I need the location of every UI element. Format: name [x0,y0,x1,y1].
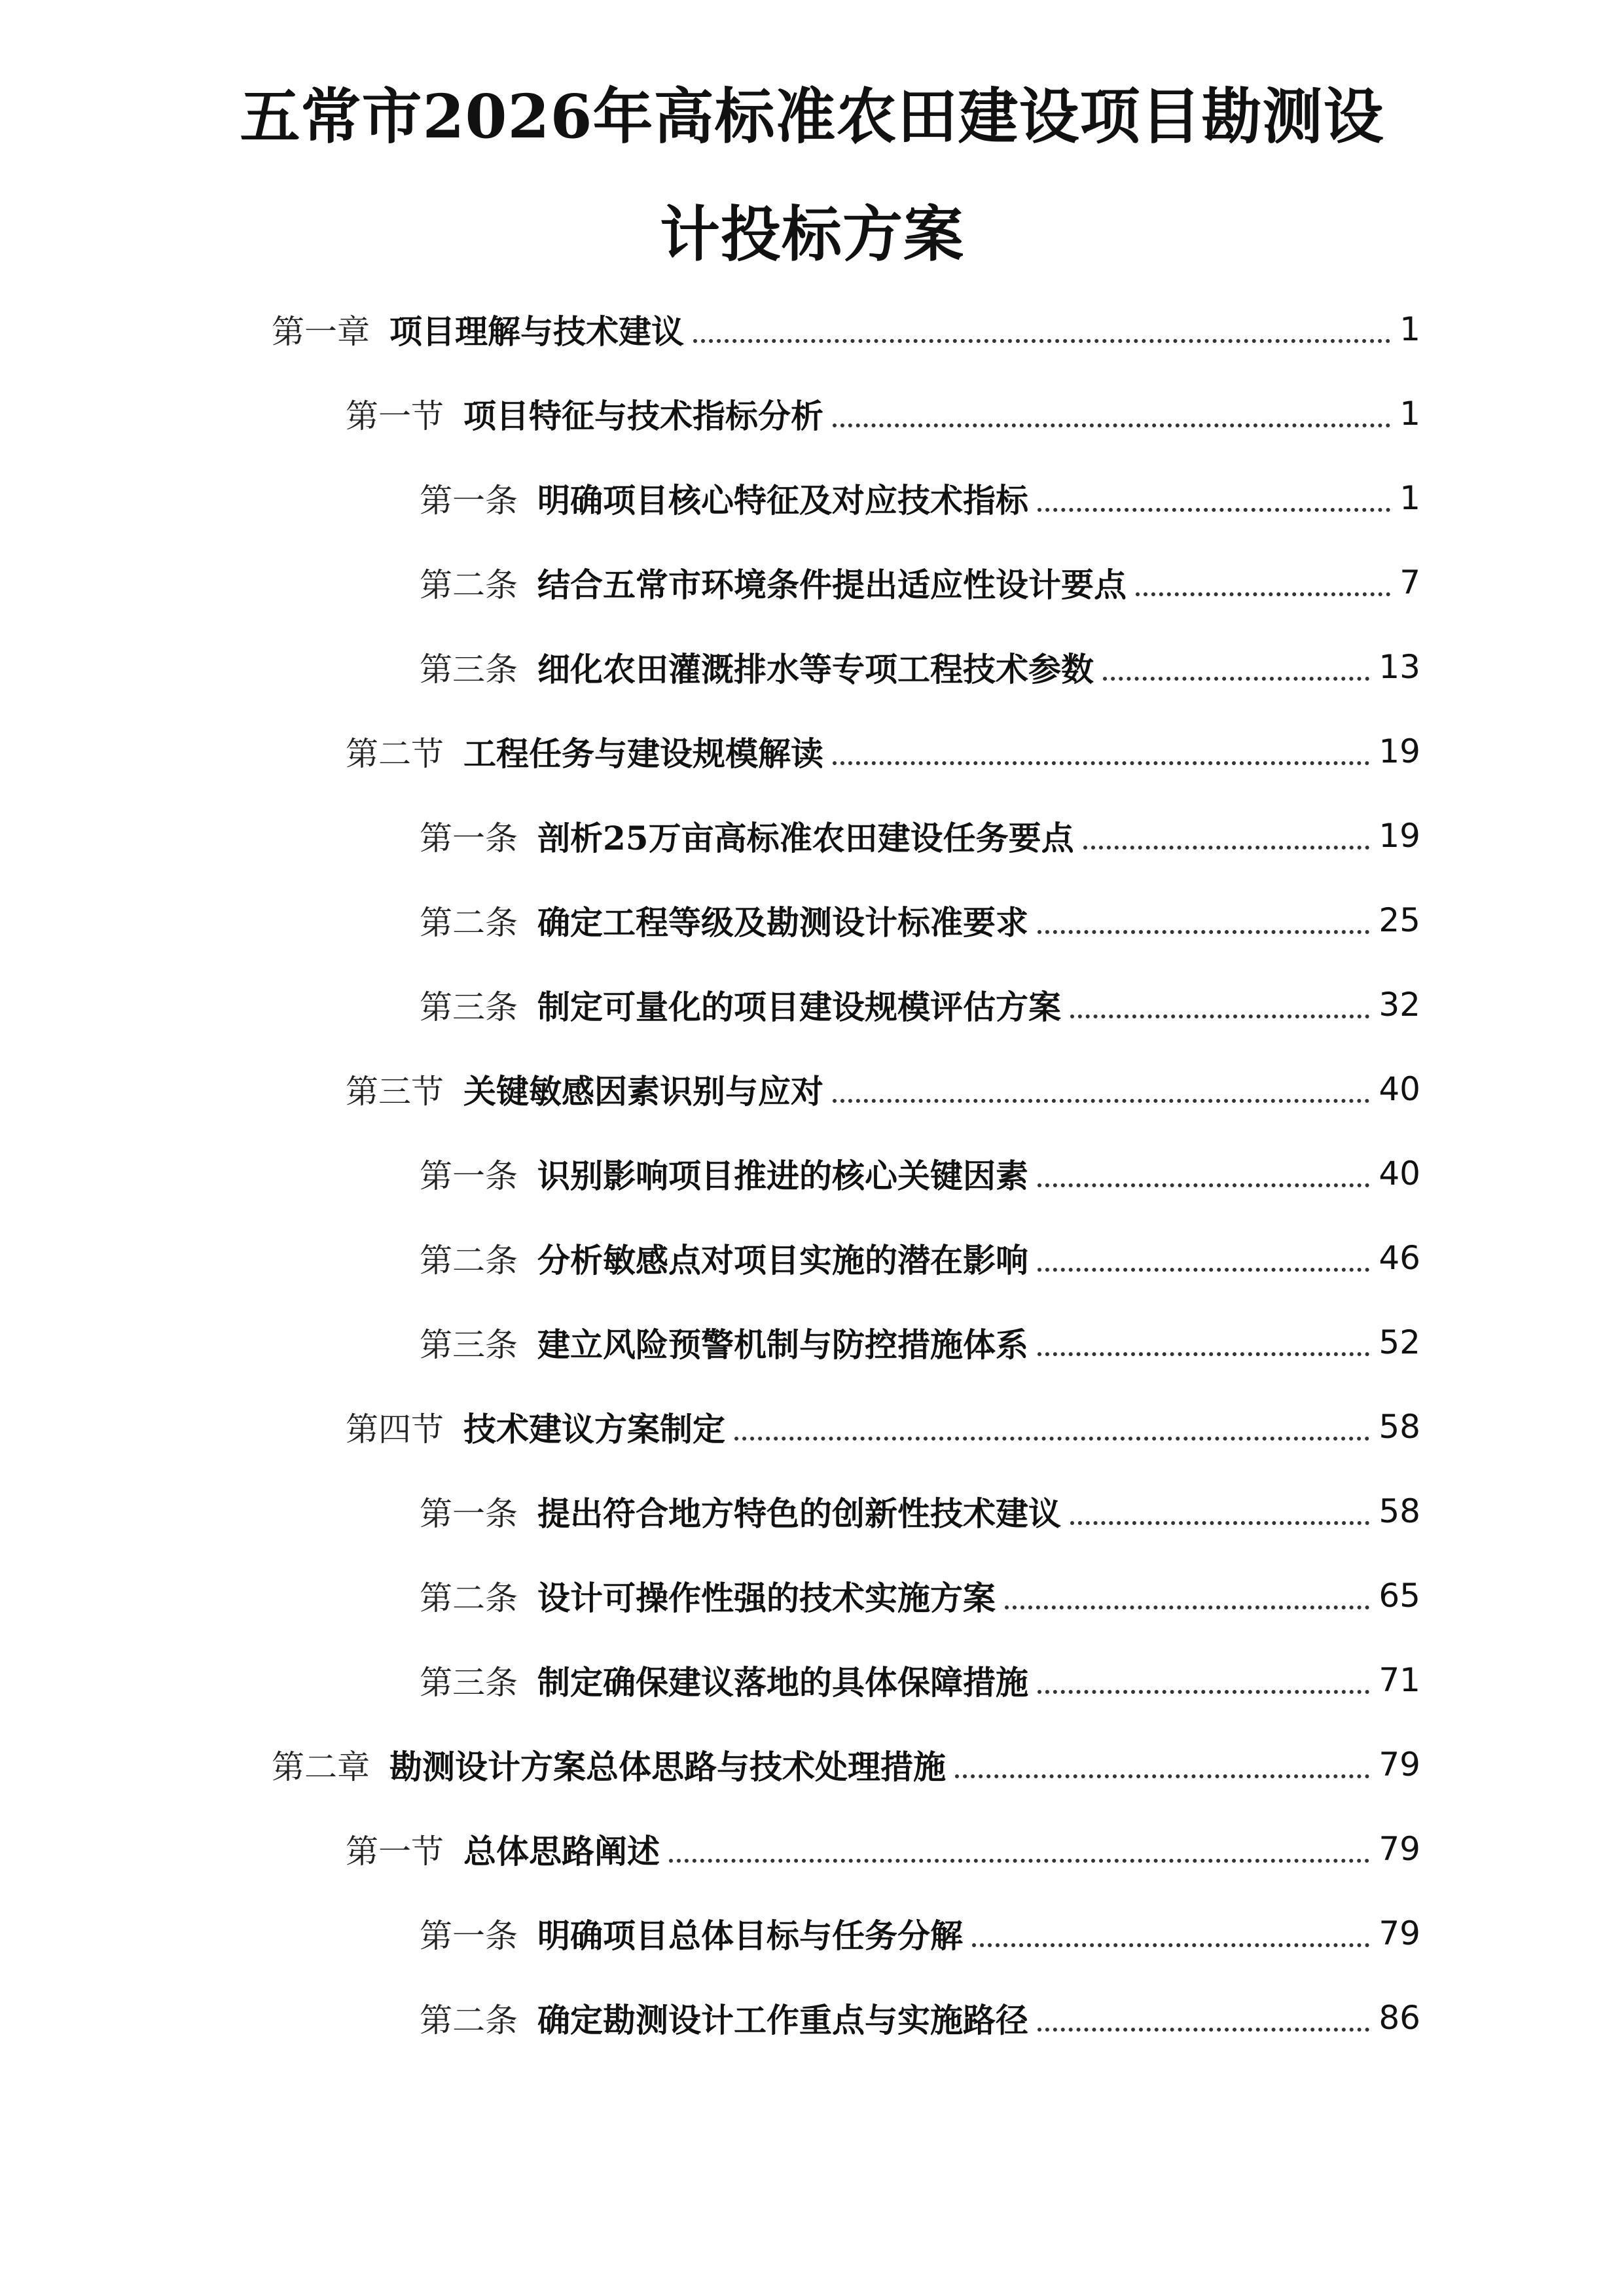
toc-entry-section[interactable] [346,1818,1420,1880]
toc-page-number: 79 [1379,1914,1420,1952]
toc-entry-text: 关键敏感因素识别与应对 [463,1072,823,1111]
toc-page-number: 46 [1379,1239,1420,1277]
toc-page-number: 79 [1379,1830,1420,1868]
toc-entry-article[interactable] [420,551,1420,614]
toc-entry-label: 第二条 [420,1579,518,1617]
toc-entry-text: 勘测设计方案总体思路与技术处理措施 [389,1748,946,1786]
toc-entry-label: 第二条 [420,1242,518,1280]
toc-page-number: 40 [1379,1155,1420,1193]
toc-entry-label: 第二条 [420,904,518,942]
toc-page-number: 25 [1379,901,1420,939]
toc-page-number: 40 [1379,1070,1420,1108]
toc-entry-text: 结合五常市环境条件提出适应性设计要点 [537,565,1127,604]
toc-entry-section[interactable] [346,1058,1420,1121]
toc-entry-section[interactable] [346,720,1420,783]
toc-entry-label: 第一条 [420,482,518,520]
toc-entry-label: 第一条 [420,819,518,857]
toc-entry-label: 第三条 [420,1664,518,1702]
toc-dot-leader [1038,2028,1369,2032]
toc-dot-leader [1038,1268,1369,1272]
toc-entry-text: 识别影响项目推进的核心关键因素 [537,1157,1028,1195]
toc-dot-leader [1038,930,1369,934]
toc-entry-label: 第三节 [346,1073,444,1111]
toc-entry-text: 总体思路阐述 [463,1832,660,1871]
toc-entry-article[interactable] [420,1227,1420,1289]
toc-entry-text: 细化农田灌溉排水等专项工程技术参数 [537,650,1094,689]
toc-entry-label: 第一条 [420,1157,518,1195]
toc-dot-leader [833,1099,1369,1103]
toc-entry-label: 第三条 [420,651,518,689]
toc-entry-text: 制定确保建议落地的具体保障措施 [537,1663,1028,1702]
toc-entry-article[interactable] [420,1649,1420,1712]
toc-page-number: 13 [1379,648,1420,686]
toc-dot-leader [1070,1014,1369,1018]
toc-dot-leader [955,1774,1369,1778]
toc-page-number: 65 [1379,1577,1420,1615]
toc-entry-label: 第一节 [346,397,444,435]
toc-entry-text: 设计可操作性强的技术实施方案 [537,1579,996,1617]
toc-entry-text: 技术建议方案制定 [463,1410,725,1448]
toc-page-number: 58 [1379,1492,1420,1530]
toc-entry-label: 第二条 [420,566,518,604]
toc-entry-article[interactable] [420,804,1420,867]
toc-page-number: 19 [1379,732,1420,770]
toc-dot-leader [972,1943,1369,1947]
toc-page-number: 71 [1379,1661,1420,1699]
toc-dot-leader [1005,1605,1369,1609]
toc-dot-leader [669,1859,1369,1863]
toc-entry-text: 提出符合地方特色的创新性技术建议 [537,1494,1061,1533]
toc-dot-leader [833,761,1369,765]
toc-dot-leader [1136,592,1390,596]
toc-dot-leader [1038,1690,1369,1694]
toc-entry-section[interactable] [346,382,1420,445]
toc-entry-article[interactable] [420,1311,1420,1374]
toc-entry-article[interactable] [420,973,1420,1036]
toc-page-number: 1 [1399,395,1420,433]
toc-entry-article[interactable] [420,1564,1420,1627]
toc-entry-chapter[interactable] [272,1733,1420,1796]
toc-page-number: 1 [1399,310,1420,348]
toc-entry-label: 第三条 [420,988,518,1026]
toc-entry-label: 第一条 [420,1917,518,1955]
toc-entry-label: 第一章 [272,313,370,351]
toc-page-number: 7 [1399,564,1420,601]
toc-entry-label: 第二章 [272,1748,370,1786]
toc-entry-article[interactable] [420,1480,1420,1543]
toc-entry-text: 明确项目核心特征及对应技术指标 [537,481,1028,520]
toc-dot-leader [693,339,1390,343]
toc-entry-label: 第二节 [346,735,444,773]
toc-page-number: 19 [1379,817,1420,855]
toc-entry-label: 第二条 [420,2001,518,2039]
toc-entry-section[interactable] [346,1395,1420,1458]
toc-entry-text: 制定可量化的项目建设规模评估方案 [537,988,1061,1026]
toc-entry-label: 第一条 [420,1495,518,1533]
toc-page-number: 86 [1379,1999,1420,2037]
toc-entry-label: 第一节 [346,1833,444,1871]
toc-entry-text: 确定勘测设计工作重点与实施路径 [537,2001,1028,2039]
toc-entry-article[interactable] [420,1142,1420,1205]
toc-entry-label: 第四节 [346,1410,444,1448]
toc-entry-text: 分析敏感点对项目实施的潜在影响 [537,1241,1028,1280]
toc-page-number: 79 [1379,1746,1420,1784]
document-title-line-1: 五常市2026年高标准农田建设项目勘测设 [240,81,1384,152]
toc-dot-leader [833,423,1390,427]
toc-page-number: 58 [1379,1408,1420,1446]
toc-entry-article[interactable] [420,1986,1420,2049]
toc-page-number: 1 [1399,479,1420,517]
toc-entry-text: 建立风险预警机制与防控措施体系 [537,1325,1028,1364]
toc-dot-leader [1083,846,1370,850]
toc-dot-leader [1038,1183,1369,1187]
toc-dot-leader [734,1437,1369,1441]
toc-entry-text: 项目理解与技术建议 [389,312,684,351]
toc-entry-article[interactable] [420,636,1420,698]
toc-dot-leader [1103,677,1369,681]
toc-page-number: 52 [1379,1323,1420,1361]
toc-entry-label: 第三条 [420,1326,518,1364]
toc-entry-article[interactable] [420,467,1420,529]
toc-entry-article[interactable] [420,1902,1420,1965]
toc-entry-text: 剖析25万亩高标准农田建设任务要点 [537,819,1074,857]
toc-dot-leader [1070,1521,1369,1525]
toc-entry-text: 工程任务与建设规模解读 [463,734,823,773]
toc-entry-chapter[interactable] [272,298,1420,361]
toc-dot-leader [1038,508,1390,512]
toc-entry-article[interactable] [420,889,1420,952]
toc-entry-text: 项目特征与技术指标分析 [463,397,823,435]
toc-entry-text: 明确项目总体目标与任务分解 [537,1916,963,1955]
toc-dot-leader [1038,1352,1369,1356]
toc-page-number: 32 [1379,986,1420,1024]
toc-entry-text: 确定工程等级及勘测设计标准要求 [537,903,1028,942]
document-title-line-2: 计投标方案 [659,199,964,270]
